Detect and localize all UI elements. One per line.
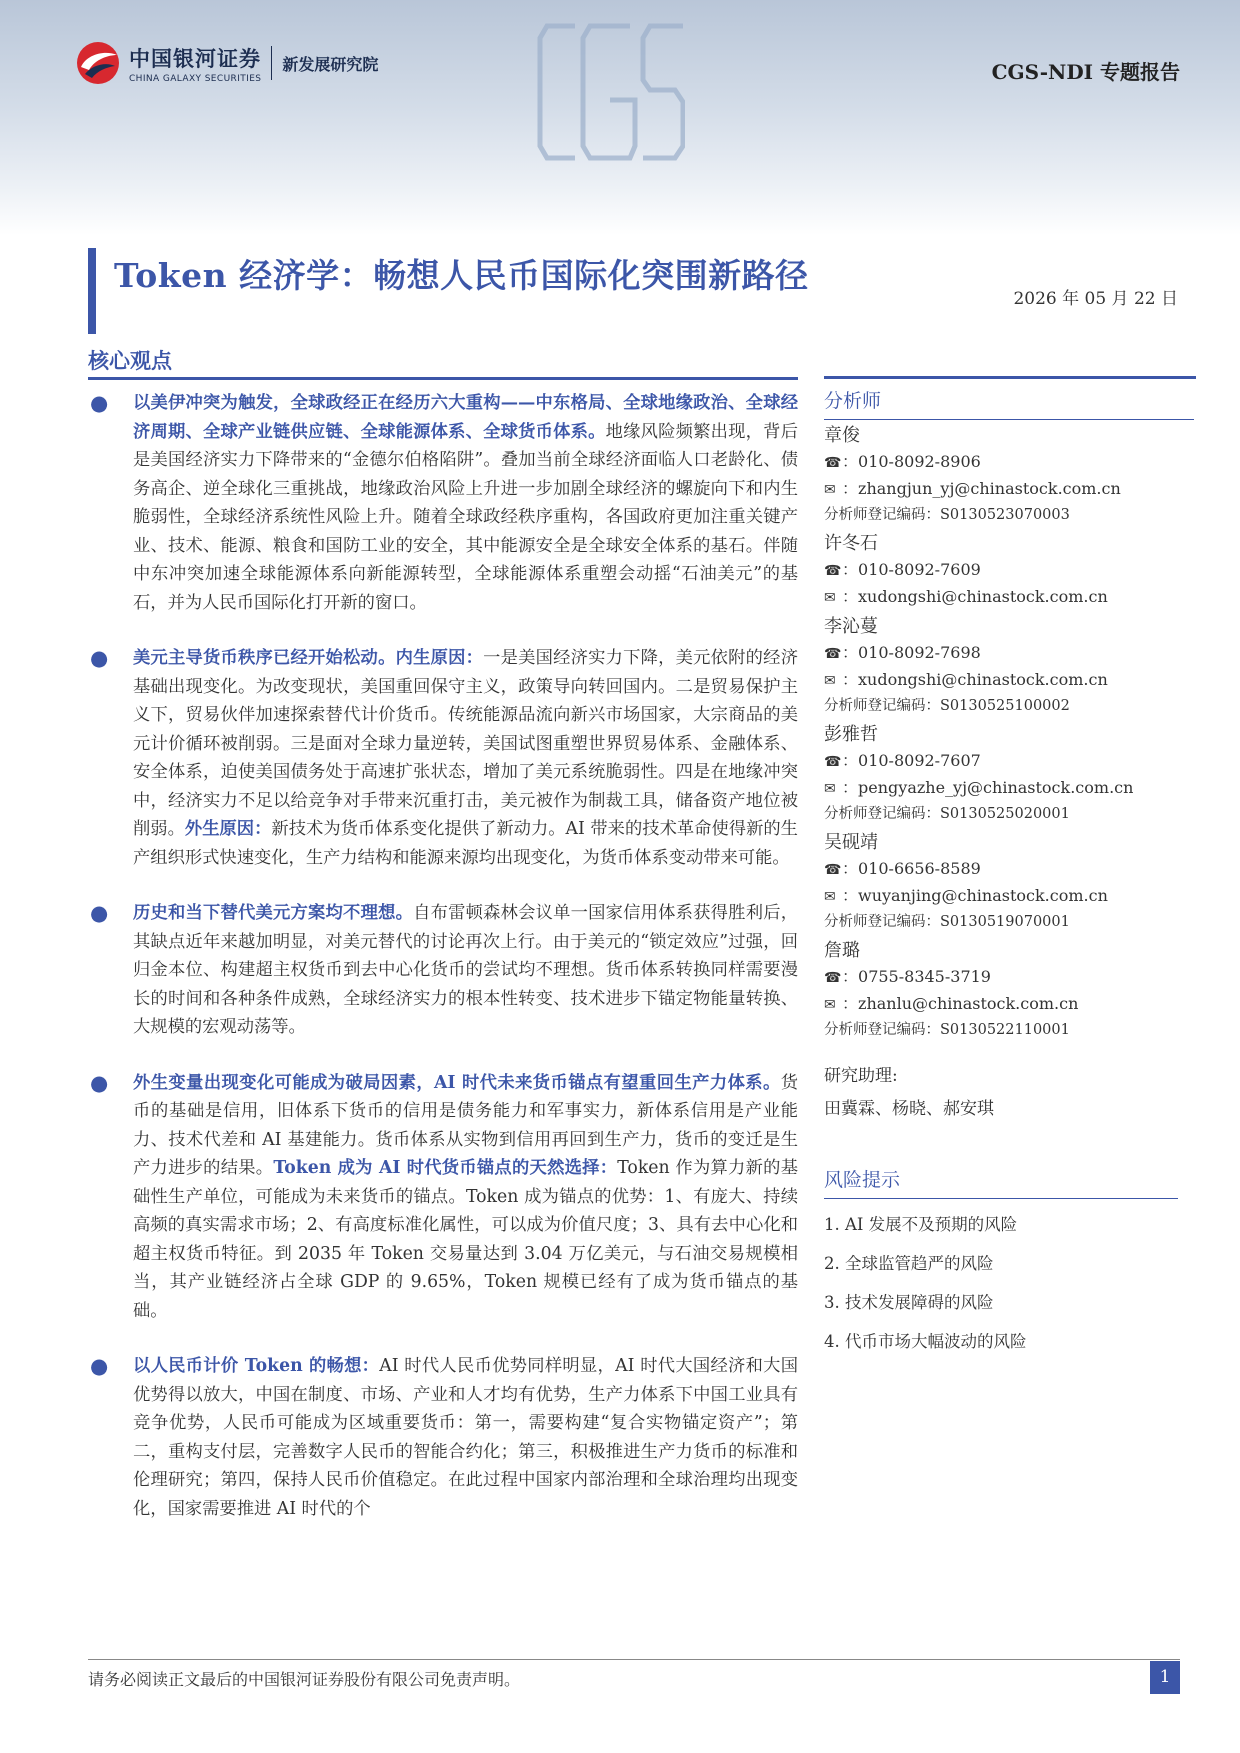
- analyst-name: 许冬石: [824, 533, 878, 554]
- analyst-phone: [824, 449, 1194, 476]
- key-point-text: 自布雷顿森林会议单一国家信用体系获得胜利后，其缺点近年来越加明显，对美元替代的讨论再次上行。由于美元的“锁定效应”过强，回归金本位、构建超主权货币到去中心化货币的尝试均不理想。货币体系转换同样需要漫长的时间和各种条件成熟，全球经济实力的根本性转变、技术进步下锚定物能量转换、大规模的宏观动荡等。: [133, 903, 798, 1037]
- email-icon: ✉: [824, 482, 836, 498]
- phone-number: 010-8092-8906: [858, 452, 981, 471]
- email-icon: ✉: [824, 997, 836, 1013]
- cgs-watermark-icon: [535, 18, 685, 168]
- analyst-email[interactable]: [824, 584, 1194, 611]
- key-point-lead: 以美伊冲突为触发，全球政经正在经历六大重构——中东格局、全球地缘政治、全球经济周期、全球产业链供应链、全球能源体系、全球货币体系。: [133, 393, 798, 442]
- key-point-body: [133, 389, 798, 617]
- analyst-phone: [824, 856, 1194, 883]
- key-point-lead: 历史和当下替代美元方案均不理想。: [133, 903, 414, 923]
- phone-separator: ：: [842, 560, 859, 579]
- key-point-text: 货币的基础是信用，旧体系下货币的信用是债务能力和军事实力，新体系信用是产业能力、技术代差和 AI 基建能力。货币体系从实物到信用再回到生产力，货币的变迁是生产力进步的结果。: [133, 1072, 798, 1178]
- key-point-body: [133, 644, 798, 872]
- analyst-card: [824, 530, 1194, 611]
- logo-mark-icon: [75, 40, 121, 86]
- assistants-block: [824, 1060, 1194, 1126]
- sidebar-top-divider: [824, 376, 1196, 379]
- phone-icon: ☎: [824, 970, 842, 986]
- brand-name-en: CHINA GALAXY SECURITIES: [129, 73, 262, 84]
- key-point-body: [133, 899, 798, 1042]
- email-icon: ✉: [824, 889, 836, 905]
- phone-separator: ：: [842, 967, 859, 986]
- phone-icon: ☎: [824, 563, 842, 579]
- key-point: [88, 899, 798, 1042]
- key-point-lead: 美元主导货币秩序已经开始松动。: [133, 648, 396, 668]
- logo-divider: [271, 46, 272, 80]
- bullet-icon: ●: [90, 1070, 109, 1095]
- phone-icon: ☎: [824, 754, 842, 770]
- risk-item: 2. 全球监管趋严的风险: [824, 1254, 994, 1273]
- key-point-body: [133, 1352, 798, 1523]
- phone-number: 010-8092-7609: [858, 560, 981, 579]
- analyst-card: [824, 937, 1194, 1043]
- analyst-phone: [824, 640, 1194, 667]
- key-point-lead: 内生原因：: [395, 648, 484, 668]
- analyst-card: [824, 829, 1194, 935]
- institute-name: 新发展研究院: [282, 54, 379, 74]
- risk-item: 1. AI 发展不及预期的风险: [824, 1215, 1018, 1234]
- risk-heading: 风险提示: [824, 1165, 1178, 1199]
- analyst-email[interactable]: [824, 991, 1194, 1018]
- email-address[interactable]: xudongshi@chinastock.com.cn: [858, 587, 1108, 606]
- email-address[interactable]: xudongshi@chinastock.com.cn: [858, 670, 1108, 689]
- section-heading: 核心观点: [88, 348, 172, 373]
- analyst-email[interactable]: [824, 476, 1194, 503]
- analyst-email[interactable]: [824, 775, 1194, 802]
- analyst-name: 詹璐: [824, 940, 860, 961]
- key-point: [88, 1069, 798, 1326]
- analyst-card: [824, 613, 1194, 719]
- analyst-name: 章俊: [824, 425, 860, 446]
- phone-separator: ：: [842, 859, 859, 878]
- email-separator: ：: [842, 994, 859, 1013]
- analyst-registration: 分析师登记编码：S0130519070001: [824, 914, 1070, 930]
- key-point: [88, 389, 798, 617]
- email-separator: ：: [842, 479, 859, 498]
- email-separator: ：: [842, 587, 859, 606]
- key-point: [88, 644, 798, 872]
- risk-item: 4. 代币市场大幅波动的风险: [824, 1332, 1027, 1351]
- phone-icon: ☎: [824, 862, 842, 878]
- key-point-text: 新技术为货币体系变化提供了新动力。AI 带来的技术革命使得新的生产组织形式快速变化，生产力结构和能源来源均出现变化，为货币体系变动带来可能。: [133, 819, 798, 868]
- email-icon: ✉: [824, 590, 836, 606]
- footer-disclaimer: 请务必阅读正文最后的中国银河证券股份有限公司免责声明。: [88, 1670, 521, 1689]
- analyst-registration: 分析师登记编码：S0130523070003: [824, 507, 1070, 523]
- analyst-name: 彭雅哲: [824, 724, 878, 745]
- analyst-name: 吴砚靖: [824, 832, 878, 853]
- analyst-phone: [824, 557, 1194, 584]
- email-address[interactable]: zhangjun_yj@chinastock.com.cn: [858, 479, 1121, 498]
- phone-separator: ：: [842, 452, 859, 471]
- phone-number: 0755-8345-3719: [858, 967, 991, 986]
- key-point-text: Token 作为算力新的基础性生产单位，可能成为未来货币的锚点。Token 成为锚点的优势：1、有庞大、持续高频的真实需求市场；2、有高度标准化属性，可以成为价值尺度；3、具有去中心化和超主权货币特征。到 2035 年 Token 交易量达到 3.04 万亿美元，与石油交易规模相当，其产业链经济占全球 GDP 的 9.65%，Token 规模已经有了成为货币锚点的基础。: [133, 1158, 798, 1321]
- key-point-lead: 外生原因：: [184, 819, 272, 839]
- phone-number: 010-8092-7698: [858, 643, 981, 662]
- section-divider: [88, 377, 798, 380]
- assistants-label: 研究助理:: [824, 1066, 898, 1086]
- report-type: CGS-NDI 专题报告: [991, 60, 1180, 84]
- report-date: 2026 年 05 月 22 日: [1013, 289, 1178, 309]
- email-address[interactable]: wuyanjing@chinastock.com.cn: [858, 886, 1108, 905]
- analyst-registration: 分析师登记编码：S0130525020001: [824, 806, 1070, 822]
- phone-number: 010-6656-8589: [858, 859, 981, 878]
- key-point: [88, 1352, 798, 1523]
- analyst-registration: 分析师登记编码：S0130522110001: [824, 1022, 1070, 1038]
- footer-divider: [88, 1659, 1180, 1660]
- email-address[interactable]: pengyazhe_yj@chinastock.com.cn: [858, 778, 1134, 797]
- bullet-icon: ●: [90, 1354, 109, 1378]
- key-point-text: 地缘风险频繁出现，背后是美国经济实力下降带来的“金德尔伯格陷阱”。叠加当前全球经济面临人口老龄化、债务高企、逆全球化三重挑战，地缘政治风险上升进一步加剧全球经济的螺旋向下和内生脆弱性，全球经济系统性风险上升。随着全球政经秩序重构，各国政府更加注重关键产业、技术、能源、粮食和国防工业的安全，其中能源安全是全球安全体系的基石。伴随中东冲突加速全球能源体系向新能源转型，全球能源体系重塑会动摇“石油美元”的基石，并为人民币国际化打开新的窗口。: [133, 421, 798, 613]
- key-point-lead: Token 成为 AI 时代货币锚点的天然选择：: [273, 1158, 618, 1178]
- phone-icon: ☎: [824, 646, 842, 662]
- phone-separator: ：: [842, 751, 859, 770]
- analysts-panel: [824, 386, 1194, 1043]
- key-point-body: [133, 1069, 798, 1326]
- assistants-names: 田冀霖、杨晓、郝安琪: [824, 1099, 994, 1119]
- analyst-email[interactable]: [824, 667, 1194, 694]
- bullet-icon: ●: [90, 391, 109, 415]
- title-accent-bar: [88, 248, 96, 334]
- analyst-card: [824, 721, 1194, 827]
- risk-item: 3. 技术发展障碍的风险: [824, 1293, 994, 1312]
- email-icon: ✉: [824, 781, 836, 797]
- risk-panel: [824, 1165, 1178, 1361]
- email-icon: ✉: [824, 673, 836, 689]
- analyst-phone: [824, 748, 1194, 775]
- key-point-text: 一是美国经济实力下降，美元依附的经济基础出现变化。为改变现状，美国重回保守主义，政策导向转回国内。二是贸易保护主义下，贸易伙伴加速探索替代计价货币。传统能源品流向新兴市场国家，大宗商品的美元计价循环被削弱。三是面对全球力量逆转，美国试图重塑世界贸易体系、金融体系、安全体系，迫使美国债务处于高速扩张状态，增加了美元系统脆弱性。四是在地缘冲突中，经济实力不足以给竞争对手带来沉重打击，美元被作为制裁工具，储备资产地位被削弱。: [133, 648, 798, 839]
- key-points: [88, 389, 798, 1550]
- analyst-phone: [824, 964, 1194, 991]
- analyst-email[interactable]: [824, 883, 1194, 910]
- page-title: Token 经济学：畅想人民币国际化突围新路径: [114, 256, 809, 295]
- analyst-card: [824, 422, 1194, 528]
- header-banner: [0, 0, 1240, 235]
- email-separator: ：: [842, 670, 859, 689]
- analyst-name: 李沁蔓: [824, 616, 878, 637]
- phone-separator: ：: [842, 643, 859, 662]
- email-address[interactable]: zhanlu@chinastock.com.cn: [858, 994, 1079, 1013]
- phone-icon: ☎: [824, 455, 842, 471]
- bullet-icon: ●: [90, 646, 109, 670]
- analysts-heading: 分析师: [824, 386, 1194, 420]
- email-separator: ：: [842, 778, 859, 797]
- phone-number: 010-8092-7607: [858, 751, 981, 770]
- email-separator: ：: [842, 886, 859, 905]
- analyst-registration: 分析师登记编码：S0130525100002: [824, 698, 1070, 714]
- key-point-lead: 以人民币计价 Token 的畅想：: [133, 1356, 380, 1376]
- brand-logo: [75, 40, 378, 86]
- page-number: 1: [1150, 1661, 1180, 1694]
- brand-name-cn: 中国银河证券: [129, 46, 261, 71]
- bullet-icon: ●: [90, 901, 109, 925]
- key-point-text: AI 时代人民币优势同样明显，AI 时代大国经济和大国优势得以放大，中国在制度、市场、产业和人才均有优势，生产力体系下中国工业具有竞争优势，人民币可能成为区域重要货币：第一，需要构建“复合实物锚定资产”；第二，重构支付层，完善数字人民币的智能合约化；第三，积极推进生产力货币的标准和伦理研究；第四，保持人民币价值稳定。在此过程中国家内部治理和全球治理均出现变化，国家需要推进 AI 时代的个: [133, 1356, 799, 1519]
- key-point-lead: 外生变量出现变化可能成为破局因素，AI 时代未来货币锚点有望重回生产力体系。: [133, 1072, 781, 1093]
